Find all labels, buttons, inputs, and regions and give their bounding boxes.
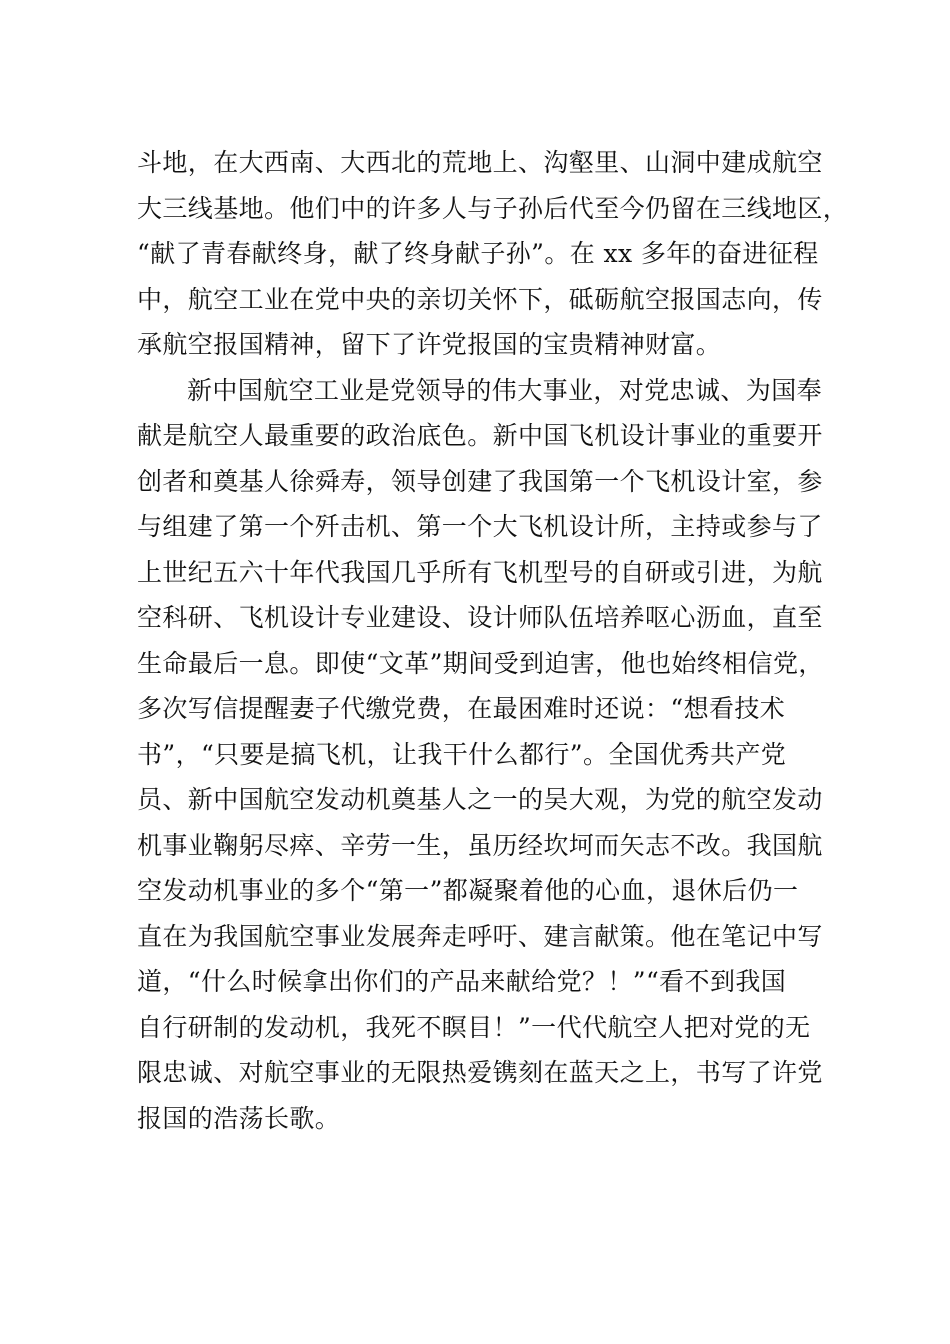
text-line: 生命最后一息。即使“文革”期间受到迫害，他也始终相信党， [137, 648, 824, 678]
text-line: 自行研制的发动机，我死不瞑目！”一代代航空人把对党的无 [137, 1012, 811, 1042]
text-line: 斗地，在大西南、大西北的荒地上、沟壑里、山洞中建成航空 [137, 148, 823, 177]
text-line: 上世纪五六十年代我国几乎所有飞机型号的自研或引进，为航 [137, 557, 823, 587]
text-line: 大三线基地。他们中的许多人与子孙后代至今仍留在三线地区， [137, 193, 849, 223]
text-line: “献了青春献终身，献了终身献子孙”。在 xx 多年的奋进征程 [137, 239, 819, 268]
text-line: 与组建了第一个歼击机、第一个大飞机设计所，主持或参与了 [137, 512, 823, 541]
text-line: 报国的浩荡长歌。 [137, 1103, 341, 1133]
text-line: 书”，“只要是搞飞机，让我干什么都行”。全国优秀共产党 [137, 739, 787, 769]
document-body [137, 140, 849, 1141]
text-line: 机事业鞠躬尽瘁、辛劳一生，虽历经坎坷而矢志不改。我国航 [137, 830, 823, 860]
text-line: 创者和奠基人徐舜寿，领导创建了我国第一个飞机设计室，参 [137, 466, 823, 496]
text-line: 新中国航空工业是党领导的伟大事业，对党忠诚、为国奉 [187, 375, 823, 405]
text-line: 承航空报国精神，留下了许党报国的宝贵精神财富。 [137, 330, 722, 359]
text-line: 中，航空工业在党中央的亲切关怀下，砥砺航空报国志向，传 [137, 284, 823, 314]
text-line: 道，“什么时候拿出你们的产品来献给党？！”“看不到我国 [137, 967, 787, 996]
text-line: 限忠诚、对航空事业的无限热爱镌刻在蓝天之上，书写了许党 [137, 1058, 823, 1087]
text-line: 多次写信提醒妻子代缴党费，在最困难时还说：“想看技术 [137, 694, 786, 723]
paragraph-1 [137, 140, 849, 368]
text-line: 直在为我国航空事业发展奔走呼吁、建言献策。他在笔记中写 [137, 921, 823, 951]
text-line: 空科研、飞机设计专业建设、设计师队伍培养呕心沥血，直至 [137, 603, 823, 632]
text-line: 员、新中国航空发动机奠基人之一的吴大观，为党的航空发动 [137, 785, 823, 814]
text-line: 空发动机事业的多个“第一”都凝聚着他的心血，退休后仍一 [137, 876, 799, 905]
text-line: 献是航空人最重要的政治底色。新中国飞机设计事业的重要开 [137, 421, 823, 450]
paragraph-2 [137, 368, 827, 1142]
